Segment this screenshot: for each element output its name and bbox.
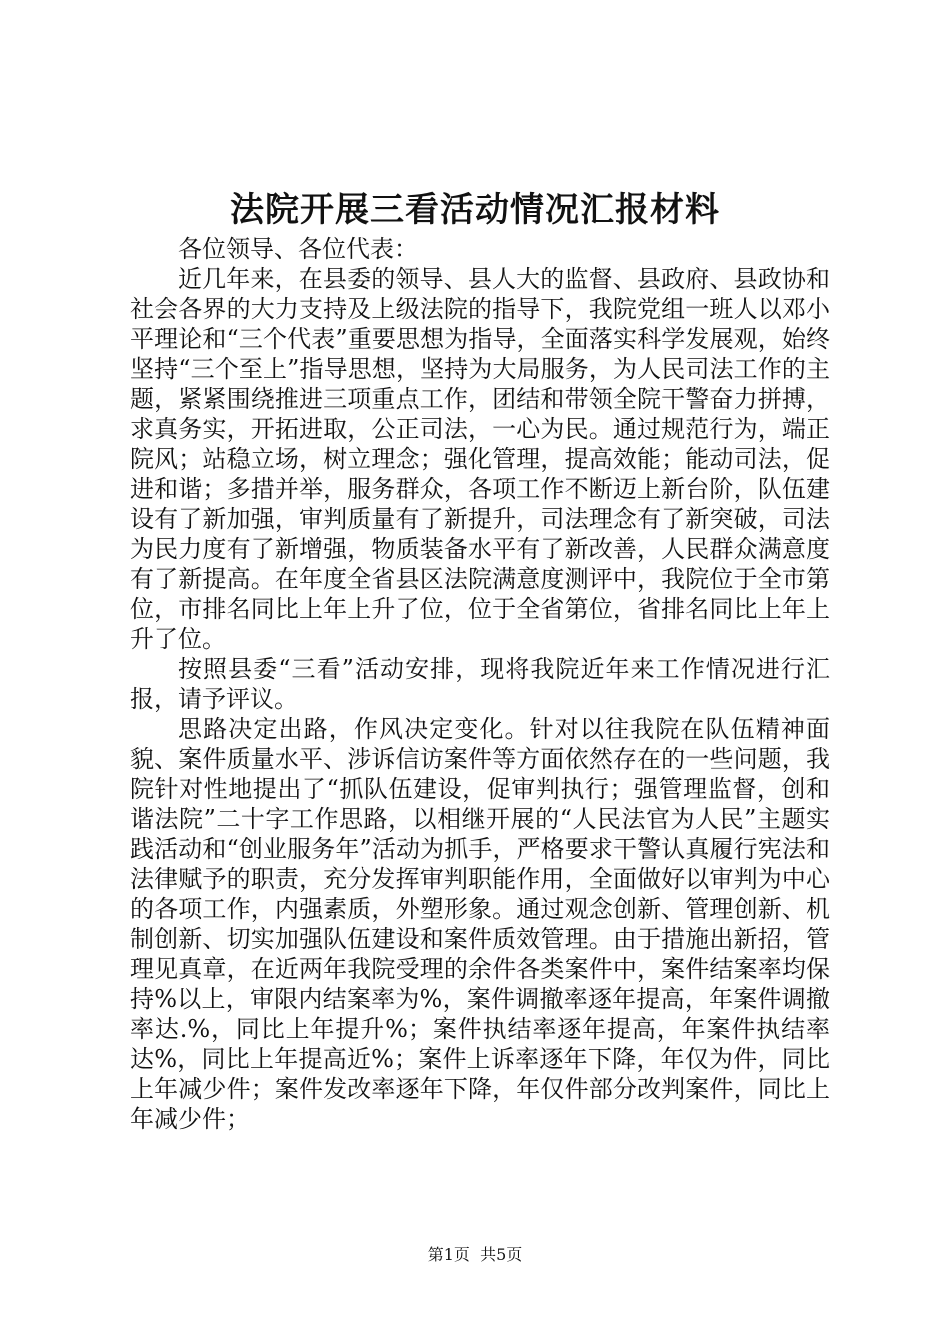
footer-spacer: [470, 1245, 480, 1264]
page-number: 第1页: [427, 1245, 470, 1264]
document-title: 法院开展三看活动情况汇报材料: [230, 190, 720, 230]
page-total: 共5页: [480, 1245, 523, 1264]
body-paragraph-purpose: 按照县委“三看”活动安排，现将我院近年来工作情况进行汇报，请予评议。: [130, 655, 830, 713]
salutation-paragraph: 各位领导、各位代表：: [178, 235, 418, 263]
document-body: [130, 234, 830, 1134]
body-paragraph-approach: 思路决定出路，作风决定变化。针对以往我院在队伍精神面貌、案件质量水平、涉诉信访案件等方面依然存在的一些问题，我院针对性地提出了“抓队伍建设，促审判执行；强管理监督，创和谐法院”二十字工作思路，以相继开展的“人民法官为人民”主题实践活动和“创业服务年”活动为抓手，严格要求干警认真履行宪法和法律赋予的职责，充分发挥审判职能作用，全面做好以审判为中心的各项工作，内强素质，外塑形象。通过观念创新、管理创新、机制创新、切实加强队伍建设和案件质效管理。由于措施出新招，管理见真章，在近两年我院受理的余件各类案件中，案件结案率均保持%以上，审限内结案率为%，案件调撤率逐年提高，年案件调撤率达.%，同比上年提升%；案件执结率逐年提高，年案件执结率达%，同比上年提高近%；案件上诉率逐年下降，年仅为件，同比上年减少件；案件发改率逐年下降，年仅件部分改判案件，同比上年减少件；: [130, 715, 830, 1133]
page-footer: [0, 1244, 950, 1266]
body-paragraph-intro: 近几年来，在县委的领导、县人大的监督、县政府、县政协和社会各界的大力支持及上级法院的指导下，我院党组一班人以邓小平理论和“三个代表”重要思想为指导，全面落实科学发展观，始终坚持“三个至上”指导思想，坚持为大局服务，为人民司法工作的主题，紧紧围绕推进三项重点工作，团结和带领全院干警奋力拼搏，求真务实，开拓进取，公正司法，一心为民。通过规范行为，端正院风；站稳立场，树立理念；强化管理，提高效能；能动司法，促进和谐；多措并举，服务群众，各项工作不断迈上新台阶，队伍建设有了新加强，审判质量有了新提升，司法理念有了新突破，司法为民力度有了新增强，物质装备水平有了新改善，人民群众满意度有了新提高。在年度全省县区法院满意度测评中，我院位于全市第位，市排名同比上年上升了位，位于全省第位，省排名同比上年上升了位。: [130, 265, 830, 653]
